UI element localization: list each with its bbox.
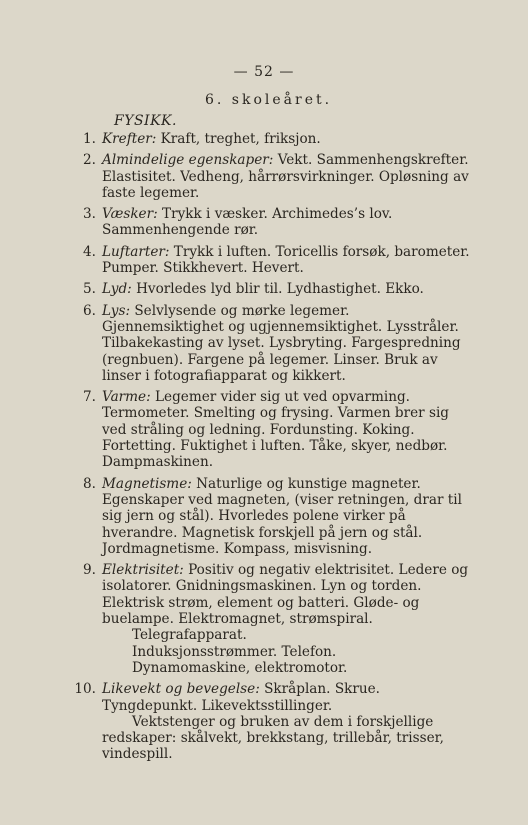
list-item [70,303,470,384]
item-number: 10. [74,681,96,698]
item-number: 2. [83,152,96,169]
item-number: 9. [83,562,96,579]
item-number: 4. [83,243,96,260]
item-sub-line: Induksjonsstrømmer. Telefon. [132,643,337,660]
item-number: 1. [83,131,96,147]
item-number: 6. [83,302,96,319]
item-topic: Væsker: [102,206,158,223]
list-item [70,476,470,557]
item-number: 7. [83,389,96,406]
list-item [70,131,470,147]
item-topic: Elektrisitet: [102,562,184,579]
item-topic: Magnetisme: [102,475,192,492]
list-item [70,152,470,201]
list-item [70,206,470,239]
item-topic: Likevekt og bevegelse: [102,681,260,698]
item-topic: Lys: [102,302,131,319]
item-paragraph: Vektstenger og bruken av dem i forskjellige redskaper: skålvekt, brekkstang, trillebår, trisser, vindespill. [102,713,444,763]
school-year-heading: 6. skoleåret. [205,92,333,108]
item-text: Trykk i væsker. Archimedes’s lov. Sammenhengende rør. [102,206,393,239]
item-text: Kraft, treghet, friksjon. [160,131,321,147]
item-number: 5. [83,281,96,298]
item-text: Hvorledes lyd blir til. Lydhastighet. Ekko. [136,281,424,298]
item-text: Skråplan. Skrue. Tyngdepunkt. Likevektsstillinger. [102,681,380,714]
item-sub-line: Dynamomaskine, elektromotor. [132,659,348,676]
item-sub-line: Telegrafapparat. [132,627,247,644]
item-topic: Lyd: [102,281,132,298]
list-item [70,281,470,297]
item-text: Selvlysende og mørke legemer. Gjennemsiktighet og ugjennemsiktighet. Lysstråler. Tilbakekasting av lyset. Lysbryting. Fargespredning (regnbuen). Fargene på legemer. Linser. Bruk av linser i fotografiapparat og kikkert. [102,302,461,384]
subject-heading: FYSIKK. [114,113,177,129]
list-item [70,681,470,762]
list-item [70,244,470,277]
item-text: Vekt. Sammenhengskrefter. Elastisitet. Vedheng, hårrørsvirkninger. Opløsning av faste legemer. [102,152,469,201]
list-item [70,562,470,676]
item-number: 3. [83,206,96,223]
item-text: Legemer vider sig ut ved opvarming. Termometer. Smelting og frysing. Varmen brer sig ved stråling og ledning. Fordunsting. Koking. Fortetting. Fuktighet i luften. Tåke, skyer, nedbør. Dampmaskinen. [102,389,450,471]
item-text: Naturlige og kunstige magneter. Egenskaper ved magneten, (viser retningen, drar til sig jern og stål). Hvorledes polene virker på hverandre. Magnetisk forskjell på jern og stål. Jordmagnetisme. Kompass, misvisning. [102,475,462,557]
page-number: — 52 — [233,64,295,80]
list-item [70,389,470,470]
item-topic: Luftarter: [102,243,170,260]
item-topic: Almindelige egenskaper: [102,152,274,169]
item-topic: Krefter: [102,131,157,147]
curriculum-list [70,126,470,763]
item-text: Positiv og negativ elektrisitet. Ledere og isolatorer. Gnidningsmaskinen. Lyn og torden. Elektrisk strøm, element og batteri. Gløde- og buelampe. Elektromagnet, strømspiral. [102,562,469,628]
item-number: 8. [83,475,96,492]
item-topic: Varme: [102,389,151,406]
item-text: Trykk i luften. Toricellis forsøk, barometer. Pumper. Stikkhevert. Hevert. [102,243,470,277]
